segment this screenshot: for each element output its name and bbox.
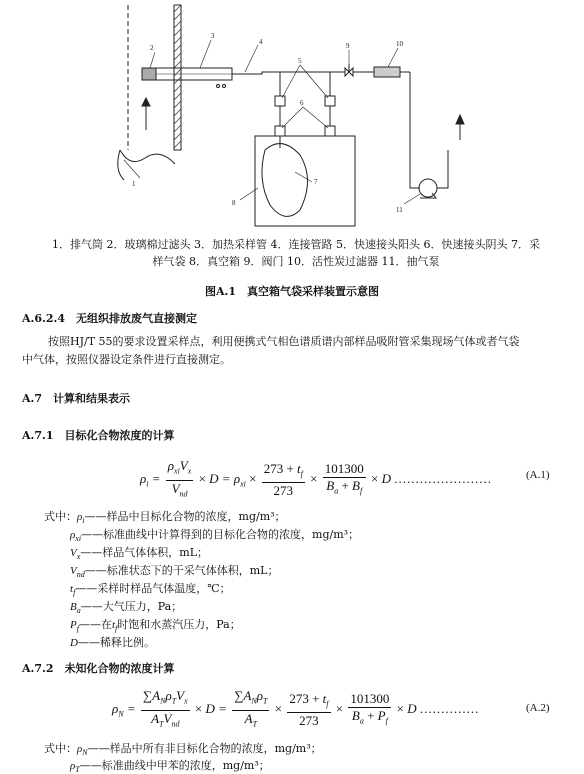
fig-label-10: 10	[396, 40, 403, 48]
defs-a1-item-rhoxi: $\rho_{xi}——$标准曲线中计算得到的目标化合物的浓度，mg/m³；	[70, 528, 360, 544]
fig-label-1: 1	[132, 180, 136, 188]
fig-label-9: 9	[346, 42, 350, 50]
section-a7-heading: A.7 计算和结果表示	[22, 392, 131, 405]
quick-connector-female-1	[275, 126, 285, 136]
fig-label-5: 5	[298, 57, 302, 65]
fig-label-2: 2	[150, 44, 154, 52]
eq-a2-101300: 101300	[350, 690, 390, 706]
chimney-bottom-wave	[120, 150, 175, 164]
section-a624-para-line2: 中气体，按照仪器设定条件进行直接测定。	[22, 353, 231, 366]
vacuum-box	[255, 136, 355, 226]
fig-label-8: 8	[232, 199, 236, 207]
defs-a1-intro: 式中：$\rho_i——$样品中目标化合物的浓度，mg/m³；	[44, 510, 286, 526]
quick-connector-male-2	[325, 96, 335, 106]
exhaust-pump	[419, 179, 437, 197]
equation-a1-number: (A.1)	[526, 469, 550, 481]
fig-label-7: 7	[314, 178, 318, 186]
figure-legend-line1: 1．排气筒 2．玻璃棉过滤头 3．加热采样管 4．连接管路 5．快速接头阳头 6．快速接头阴头 7．采	[52, 238, 540, 251]
defs-a1-item-vnd: $V_{nd}——$标准状态下的干采气体体积，mL；	[70, 564, 279, 580]
sample-gas-bag	[262, 144, 308, 217]
equation-a2-number: (A.2)	[526, 702, 550, 714]
section-a624-para-line1: 按照HJ/T 55的要求设置采样点，利用便携式气相色谱质谱内部样品吸附管采集现场气体或者气袋	[48, 335, 520, 348]
figure-legend	[22, 236, 570, 270]
eq-a2-273: 273	[299, 713, 319, 729]
defs-a2-item-rhot: $\rho_T——$标准曲线中甲苯的浓度，mg/m³；	[70, 759, 270, 774]
sampling-apparatus-diagram	[0, 0, 584, 230]
filter-head	[142, 68, 156, 80]
section-a72-heading: A.7.2 未知化合物的浓度计算	[22, 662, 175, 675]
fig-label-4: 4	[259, 38, 263, 46]
activated-carbon-filter	[374, 67, 400, 77]
fig-label-6: 6	[300, 99, 304, 107]
fig-label-11: 11	[396, 206, 403, 214]
figure-legend-line2: 样气袋 8．真空箱 9．阀门 10．活性炭过滤器 11．抽气泵	[152, 255, 440, 268]
defs-a1-item-tf: $t_f——$采样时样品气体温度，℃；	[70, 582, 231, 598]
section-a71-heading: A.7.1 目标化合物浓度的计算	[22, 429, 175, 442]
quick-connector-female-2	[325, 126, 335, 136]
eq-a1-101300: 101300	[324, 460, 364, 476]
equation-a2: $\rho_N$ = $\frac{\sum A_N\rho_TV_x}{A_TV_{nd}}$ × D = $\frac{\sum A_N\rho_T}{A_T}$ × $\frac{273 + t_f}{273}$ × $\frac{101300}{B_a + P_f}$ × D ..............	[112, 688, 480, 729]
defs-a2-intro: 式中：$\rho_N——$样品中所有非目标化合物的浓度，mg/m³；	[44, 742, 322, 758]
defs-a1-item-ba: $B_a——$大气压力，Pa；	[70, 600, 183, 616]
equation-a1: $\rho_i$ = $\frac{\rho_{xi}V_x}{V_{nd}}$ × $D = \rho_{xi}$ × $\frac{273 + t_f}{273}$ × $\frac{101300}{B_a + B_f}$ × D .......................	[140, 458, 492, 499]
defs-a1-item-pf: $P_f——$在$t_f$时饱和水蒸汽压力，Pa；	[70, 618, 241, 634]
figure-title: 图A.1 真空箱气袋采样装置示意图	[204, 285, 380, 298]
connecting-pipe	[232, 72, 330, 74]
defs-a1-item-vx: $V_x——$样品气体体积，mL；	[70, 546, 209, 562]
defs-a1-item-d: D——稀释比例。	[70, 636, 155, 649]
eq-a1-273: 273	[273, 483, 294, 499]
section-a624-heading: A.6.2.4 无组织排放废气直接测定	[22, 312, 197, 325]
pump-line	[410, 72, 420, 188]
fig-label-3: 3	[211, 32, 215, 40]
quick-connector-male-1	[275, 96, 285, 106]
